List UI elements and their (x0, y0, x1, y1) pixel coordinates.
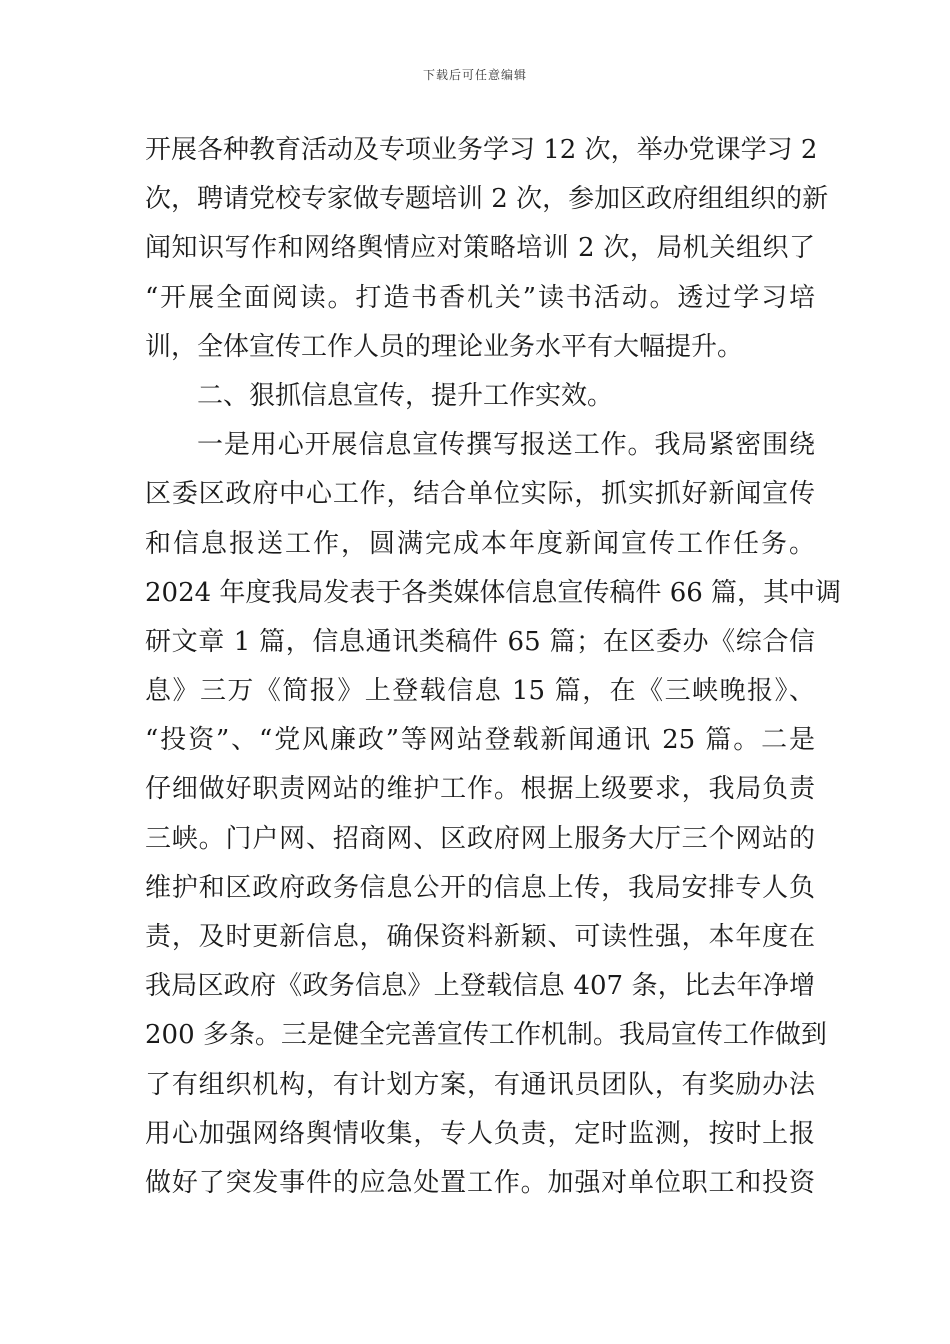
text-line: 2024 年度我局发表于各类媒体信息宣传稿件 66 篇，其中调 (145, 577, 842, 608)
text-line: 区委区政府中心工作，结合单位实际，抓实抓好新闻宣传 (145, 479, 815, 510)
header-note: 下载后可任意编辑 (422, 68, 527, 82)
text-line: 仔细做好职责网站的维护工作。根据上级要求，我局负责 (145, 774, 815, 805)
text-line: 次，聘请党校专家做专题培训 2 次，参加区政府组组织的新 (145, 184, 829, 215)
text-line: 责，及时更新信息，确保资料新颖、可读性强，本年度在 (145, 922, 815, 952)
document-body (145, 126, 842, 1208)
text-line: 一是用心开展信息宣传撰写报送工作。我局紧密围绕 (197, 430, 815, 461)
section-heading: 二、狠抓信息宣传，提升工作实效。 (197, 380, 614, 411)
text-line: “开展全面阅读。打造书香机关”读书活动。透过学习培 (145, 282, 815, 313)
text-line: 200 多条。三是健全完善宣传工作机制。我局宣传工作做到 (145, 1020, 827, 1051)
text-line: 研文章 1 篇，信息通讯类稿件 65 篇；在区委办《综合信 (145, 626, 815, 657)
text-line: 闻知识写作和网络舆情应对策略培训 2 次，局机关组织了 (145, 233, 815, 264)
text-line: 了有组织机构，有计划方案，有通讯员团队，有奖励办法 (145, 1069, 815, 1100)
text-line: 维护和区政府政务信息公开的信息上传，我局安排专人负 (145, 872, 815, 903)
text-line: 做好了突发事件的应急处置工作。加强对单位职工和投资 (145, 1167, 815, 1198)
text-line: 训，全体宣传工作人员的理论业务水平有大幅提升。 (145, 331, 744, 362)
text-line: 开展各种教育活动及专项业务学习 12 次，举办党课学习 2 (145, 135, 818, 165)
text-line: 用心加强网络舆情收集，专人负责，定时监测，按时上报 (145, 1118, 815, 1149)
text-line: 我局区政府《政务信息》上登载信息 407 条，比去年净增 (145, 971, 815, 1002)
text-line: 和信息报送工作，圆满完成本年度新闻宣传工作任务。 (145, 528, 815, 559)
text-line: “投资”、“党风廉政”等网站登载新闻通讯 25 篇。二是 (145, 725, 815, 756)
text-line: 三峡。门户网、招商网、区政府网上服务大厅三个网站的 (145, 823, 815, 854)
text-line: 息》三万《简报》上登载信息 15 篇，在《三峡晚报》、 (145, 676, 815, 707)
